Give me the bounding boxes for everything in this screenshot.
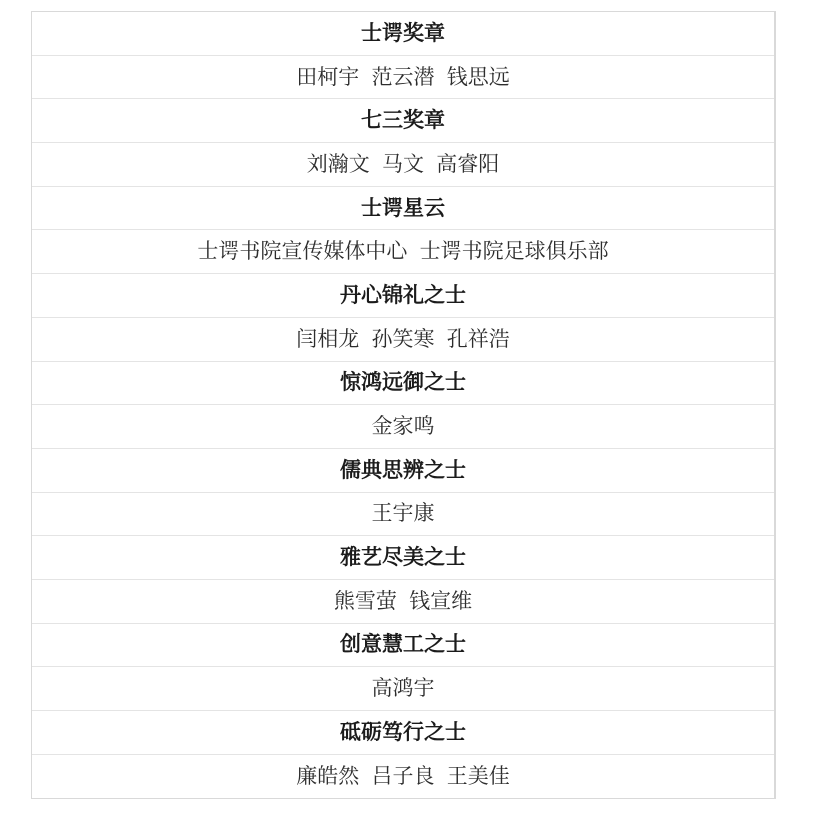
recipients-row xyxy=(32,493,774,537)
award-title-row xyxy=(32,449,774,493)
award-title-row xyxy=(32,711,774,755)
recipient-names: 士谔书院宣传媒体中心 士谔书院足球俱乐部 xyxy=(197,239,609,264)
award-title-row xyxy=(32,536,774,580)
award-title: 砥砺笃行之士 xyxy=(340,719,466,744)
recipients-row xyxy=(32,405,774,449)
recipients-row xyxy=(32,143,774,187)
award-title: 七三奖章 xyxy=(361,108,445,133)
recipient-names: 田柯宇 范云潜 钱思远 xyxy=(296,64,510,89)
awards-table xyxy=(31,11,776,799)
award-title: 创意慧工之士 xyxy=(340,632,466,657)
award-title-row xyxy=(32,187,774,231)
recipients-row xyxy=(32,318,774,362)
recipient-names: 廉皓然 吕子良 王美佳 xyxy=(296,764,510,789)
award-title: 惊鸿远御之士 xyxy=(340,370,466,395)
award-title-row xyxy=(32,99,774,143)
recipient-names: 闫相龙 孙笑寒 孔祥浩 xyxy=(296,326,510,351)
award-title: 儒典思辨之士 xyxy=(340,457,466,482)
recipients-row xyxy=(32,755,774,799)
recipients-row xyxy=(32,56,774,100)
recipient-names: 金家鸣 xyxy=(371,414,435,439)
recipients-row xyxy=(32,580,774,624)
recipient-names: 刘瀚文 马文 高睿阳 xyxy=(306,151,500,176)
recipient-names: 王宇康 xyxy=(371,501,435,526)
award-title-row xyxy=(32,12,774,56)
recipients-row xyxy=(32,667,774,711)
award-title-row xyxy=(32,362,774,406)
award-title-row xyxy=(32,624,774,668)
award-title: 士谔奖章 xyxy=(361,20,445,45)
recipient-names: 熊雪萤 钱宣维 xyxy=(333,588,473,613)
award-title: 雅艺尽美之士 xyxy=(340,545,466,570)
recipient-names: 高鸿宇 xyxy=(371,676,435,701)
award-title: 士谔星云 xyxy=(361,195,445,220)
recipients-row xyxy=(32,230,774,274)
award-title: 丹心锦礼之士 xyxy=(340,282,466,307)
award-title-row xyxy=(32,274,774,318)
